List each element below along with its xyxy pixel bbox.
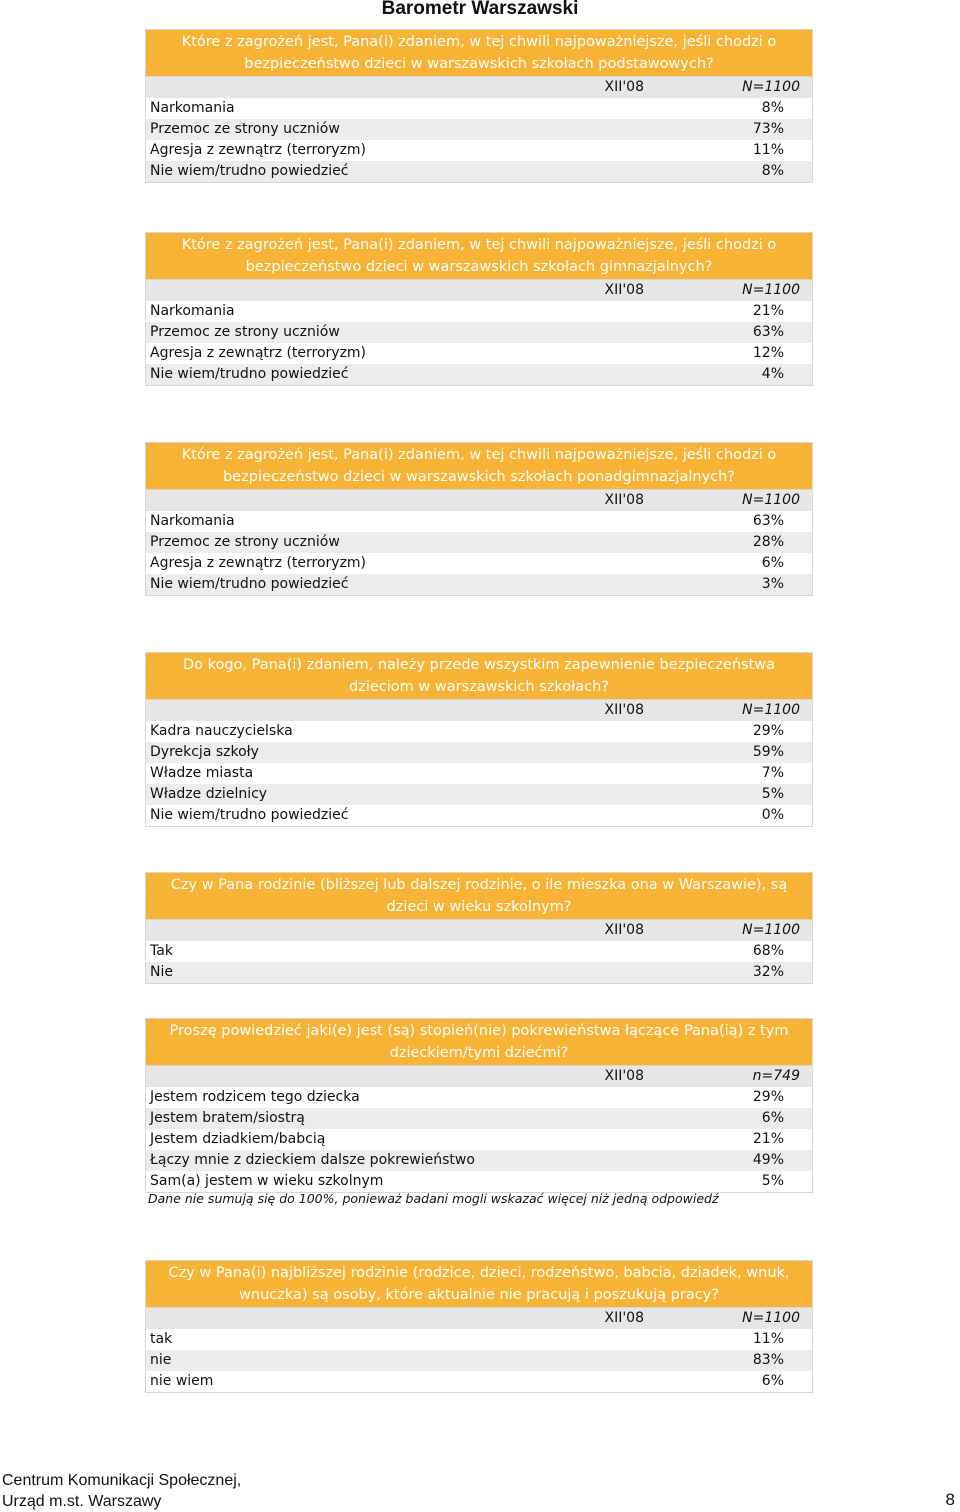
row-label: Dyrekcja szkoły [146,742,645,763]
row-value: 0% [644,805,813,827]
table-header-row [146,280,813,302]
row-label: Nie wiem/trudno powiedzieć [146,364,645,386]
table-row [146,532,813,553]
row-value: 63% [644,322,813,343]
row-value: 5% [644,1171,813,1193]
sample-size: N=1100 [644,490,813,512]
table-row [146,763,813,784]
row-value: 7% [644,763,813,784]
row-label: Jestem rodzicem tego dziecka [146,1087,645,1108]
table-row [146,805,813,827]
row-value: 12% [644,343,813,364]
row-value: 29% [644,721,813,742]
table-header-row [146,700,813,722]
row-value: 21% [644,1129,813,1150]
survey-block-school-age-children [145,872,813,984]
wave-label: XII'08 [146,1066,645,1088]
row-label: Nie wiem/trudno powiedzieć [146,805,645,827]
wave-label: XII'08 [146,490,645,512]
row-label: Przemoc ze strony uczniów [146,532,645,553]
row-value: 73% [644,119,813,140]
row-value: 49% [644,1150,813,1171]
row-value: 5% [644,784,813,805]
row-value: 83% [644,1350,813,1371]
row-value: 8% [644,161,813,183]
row-label: Jestem bratem/siostrą [146,1108,645,1129]
table-row [146,322,813,343]
row-value: 63% [644,511,813,532]
row-label: Przemoc ze strony uczniów [146,119,645,140]
row-label: Nie [146,962,645,984]
table-row [146,301,813,322]
row-label: Agresja z zewnątrz (terroryzm) [146,343,645,364]
table-row [146,511,813,532]
row-label: Tak [146,941,645,962]
question-header: Do kogo, Pana(i) zdaniem, należy przede wszystkim zapewnienie bezpieczeństwa dzieciom w warszawskich szkołach? [145,652,813,699]
results-table [145,1307,813,1393]
survey-block-unemployment [145,1260,813,1393]
row-value: 68% [644,941,813,962]
results-table [145,699,813,827]
survey-block-kinship [145,1018,813,1193]
row-label: Kadra nauczycielska [146,721,645,742]
row-value: 11% [644,140,813,161]
row-value: 6% [644,553,813,574]
row-value: 32% [644,962,813,984]
sample-size: N=1100 [644,77,813,99]
table-row [146,962,813,984]
footer-organization [2,1470,241,1512]
row-value: 6% [644,1108,813,1129]
row-label: Łączy mnie z dzieckiem dalsze pokrewieństwo [146,1150,645,1171]
table-row [146,1371,813,1393]
table-row [146,553,813,574]
row-label: Nie wiem/trudno powiedzieć [146,574,645,596]
table-row [146,721,813,742]
table-row [146,1329,813,1350]
question-header: Czy w Pana(i) najbliższej rodzinie (rodzice, dzieci, rodzeństwo, babcia, dziadek, wnuk, wnuczka) są osoby, które aktualnie nie pracują i poszukują pracy? [145,1260,813,1307]
row-value: 4% [644,364,813,386]
row-label: Przemoc ze strony uczniów [146,322,645,343]
table-row [146,1129,813,1150]
table-row [146,742,813,763]
row-value: 29% [644,1087,813,1108]
survey-block-high-schools [145,442,813,596]
table-header-row [146,1308,813,1330]
table-row [146,343,813,364]
survey-block-middle-schools [145,232,813,386]
row-value: 11% [644,1329,813,1350]
footer-line-2: Urząd m.st. Warszawy [2,1493,162,1510]
question-header: Które z zagrożeń jest, Pana(i) zdaniem, w tej chwili najpoważniejsze, jeśli chodzi o bezpieczeństwo dzieci w warszawskich szkołach ponadgimnazjalnych? [145,442,813,489]
table-header-row [146,77,813,99]
row-value: 8% [644,98,813,119]
row-label: tak [146,1329,645,1350]
row-value: 59% [644,742,813,763]
table-row [146,98,813,119]
table-row [146,140,813,161]
survey-block-primary-schools [145,29,813,183]
question-header: Które z zagrożeń jest, Pana(i) zdaniem, w tej chwili najpoważniejsze, jeśli chodzi o bezpieczeństwo dzieci w warszawskich szkołach gimnazjalnych? [145,232,813,279]
wave-label: XII'08 [146,700,645,722]
row-label: Narkomania [146,98,645,119]
table-row [146,364,813,386]
question-header: Czy w Pana rodzinie (bliższej lub dalszej rodzinie, o ile mieszka ona w Warszawie), są dzieci w wieku szkolnym? [145,872,813,919]
row-value: 3% [644,574,813,596]
row-label: Władze miasta [146,763,645,784]
row-label: Władze dzielnicy [146,784,645,805]
results-table [145,919,813,984]
table-row [146,1150,813,1171]
table-footnote: Dane nie sumują się do 100%, ponieważ badani mogli wskazać więcej niż jedną odpowiedź [148,1191,719,1206]
table-row [146,1171,813,1193]
table-row [146,119,813,140]
row-value: 6% [644,1371,813,1393]
row-label: Agresja z zewnątrz (terroryzm) [146,140,645,161]
results-table [145,1065,813,1193]
table-row [146,784,813,805]
wave-label: XII'08 [146,77,645,99]
table-header-row [146,490,813,512]
table-header-row [146,920,813,942]
table-row [146,574,813,596]
results-table [145,76,813,183]
table-row [146,941,813,962]
question-header: Proszę powiedzieć jaki(e) jest (są) stopień(nie) pokrewieństwa łączące Pana(ią) z tym dzieckiem/tymi dziećmi? [145,1018,813,1065]
wave-label: XII'08 [146,920,645,942]
sample-size: N=1100 [644,1308,813,1330]
footer-line-1: Centrum Komunikacji Społecznej, [2,1472,242,1489]
sample-size: N=1100 [644,280,813,302]
row-label: Sam(a) jestem w wieku szkolnym [146,1171,645,1193]
row-label: Agresja z zewnątrz (terroryzm) [146,553,645,574]
wave-label: XII'08 [146,280,645,302]
row-label: Narkomania [146,301,645,322]
wave-label: XII'08 [146,1308,645,1330]
table-row [146,161,813,183]
results-table [145,489,813,596]
table-row [146,1350,813,1371]
row-label: Narkomania [146,511,645,532]
row-label: nie [146,1350,645,1371]
sample-size: N=1100 [644,700,813,722]
row-label: Jestem dziadkiem/babcią [146,1129,645,1150]
survey-block-responsibility [145,652,813,827]
question-header: Które z zagrożeń jest, Pana(i) zdaniem, w tej chwili najpoważniejsze, jeśli chodzi o bezpieczeństwo dzieci w warszawskich szkołach podstawowych? [145,29,813,76]
row-label: Nie wiem/trudno powiedzieć [146,161,645,183]
row-label: nie wiem [146,1371,645,1393]
results-table [145,279,813,386]
row-value: 21% [644,301,813,322]
page-title: Barometr Warszawski [381,0,579,19]
table-header-row [146,1066,813,1088]
row-value: 28% [644,532,813,553]
table-row [146,1087,813,1108]
table-row [146,1108,813,1129]
sample-size: n=749 [644,1066,813,1088]
page-number: 8 [945,1490,955,1509]
sample-size: N=1100 [644,920,813,942]
